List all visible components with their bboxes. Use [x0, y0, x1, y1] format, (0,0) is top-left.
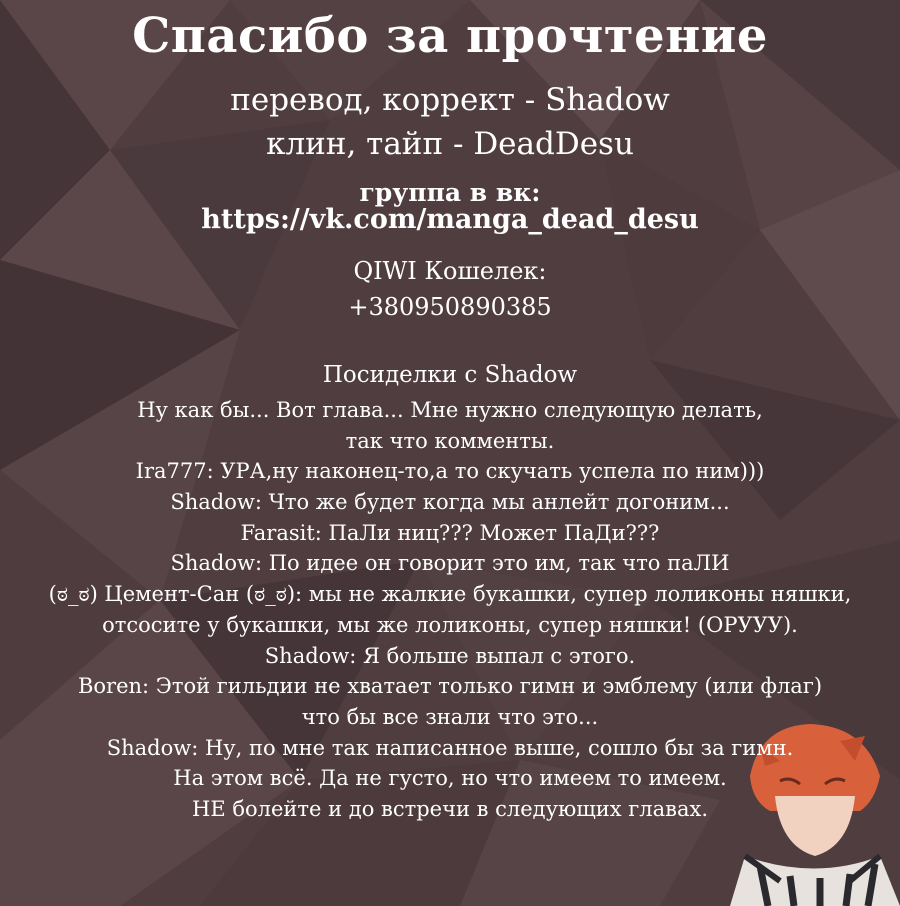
chat-line: Shadow: Я больше выпал с этого. — [264, 643, 636, 668]
chat-line: Ira777: УРА,ну наконец-то,а то скучать успела по ним))) — [135, 459, 765, 484]
chat-line: На этом всё. Да не густо, но что имеем то имеем. — [173, 766, 727, 791]
chat-lines — [0, 395, 900, 825]
chat-line: Ну как бы... Вот глава... Мне нужно следующую делать, — [137, 398, 763, 422]
chat-title: Посиделки с Shadow — [322, 362, 578, 388]
group-label: группа в вк: — [359, 178, 541, 207]
page-title: Спасибо за прочтение — [132, 8, 768, 64]
chat-line: отсосите у букашки, мы же лоликоны, супер няшки! (ОРУУУ). — [102, 612, 798, 637]
chat-line: Farasit: ПаЛи ниц??? Может ПаДи??? — [240, 520, 660, 545]
translation-credit: перевод, коррект - Shadow — [230, 82, 670, 118]
chat-line: что бы все знали что это... — [301, 704, 599, 729]
typeset-credit: клин, тайп - DeadDesu — [266, 126, 634, 162]
chat-line: Shadow: Что же будет когда мы анлейт догоним... — [170, 490, 730, 515]
chat-line: Boren: Этой гильдии не хватает только гимн и эмблему (или флаг) — [77, 674, 823, 699]
chat-line: Shadow: По идее он говорит это им, так что паЛИ — [170, 551, 730, 576]
wallet-number: +380950890385 — [348, 293, 552, 321]
chat-line: Shadow: Ну, по мне так написанное выше, сошло бы за гимн. — [106, 735, 794, 760]
chat-line: так что комменты. — [345, 428, 555, 453]
chat-line: (ಠ_ಠ) Цемент-Сан (ಠ_ಠ): мы не жалкие букашки, супер лоликоны няшки, — [48, 582, 852, 607]
chat-line: НЕ болейте и до встречи в следующих главах. — [192, 796, 708, 821]
wallet-label: QIWI Кошелек: — [353, 257, 547, 285]
group-link[interactable]: https://vk.com/manga_dead_desu — [201, 204, 699, 235]
